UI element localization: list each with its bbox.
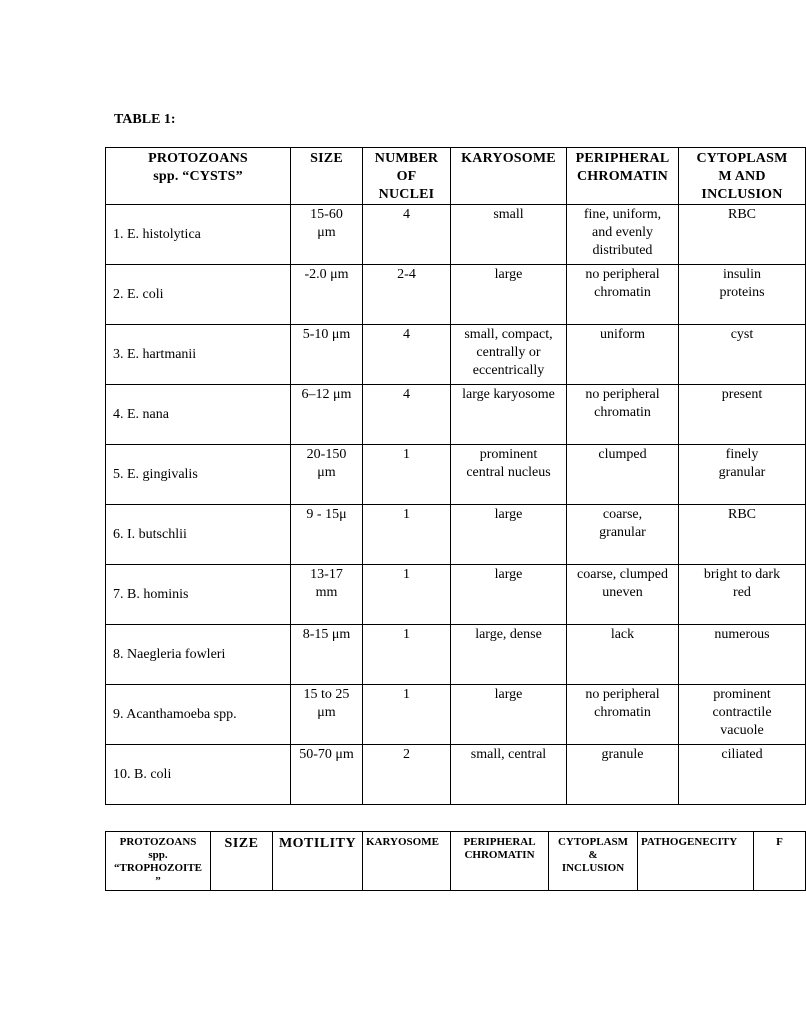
cysts-column-header: NUMBER OF NUCLEI	[363, 148, 451, 205]
cysts-table	[105, 147, 806, 805]
table-cell: bright to dark red	[679, 565, 806, 625]
table-cell: large	[451, 685, 567, 745]
table-cell: small, compact, centrally or eccentrically	[451, 325, 567, 385]
table-cell: large	[451, 265, 567, 325]
species-name-cell: 2. E. coli	[106, 265, 291, 325]
table-row	[106, 205, 806, 265]
table-cell: 5-10 μm	[291, 325, 363, 385]
table-cell: 4	[363, 385, 451, 445]
table-cell: large, dense	[451, 625, 567, 685]
table-cell: 1	[363, 565, 451, 625]
trophozoite-column-header: KARYOSOME	[363, 832, 451, 891]
table-row	[106, 505, 806, 565]
table-cell: 20-150 μm	[291, 445, 363, 505]
table-caption: TABLE 1:	[114, 112, 176, 127]
cysts-header-row	[106, 148, 806, 205]
table-cell: large	[451, 505, 567, 565]
table-row	[106, 745, 806, 805]
trophozoite-column-header: SIZE	[211, 832, 273, 891]
table-cell: -2.0 μm	[291, 265, 363, 325]
table-cell: uniform	[567, 325, 679, 385]
table-cell: 1	[363, 505, 451, 565]
table-cell: RBC	[679, 205, 806, 265]
species-name-cell: 10. B. coli	[106, 745, 291, 805]
table-cell: prominent contractile vacuole	[679, 685, 806, 745]
table-cell: present	[679, 385, 806, 445]
trophozoite-header-row	[106, 832, 806, 891]
table-cell: lack	[567, 625, 679, 685]
trophozoite-column-header: MOTILITY	[273, 832, 363, 891]
table-cell: 9 - 15μ	[291, 505, 363, 565]
table-cell: 4	[363, 205, 451, 265]
trophozoite-table	[105, 831, 806, 891]
trophozoite-column-header: CYTOPLASM & INCLUSION	[549, 832, 638, 891]
trophozoite-column-header: PATHOGENECITY	[638, 832, 754, 891]
table-cell: ciliated	[679, 745, 806, 805]
table-cell: no peripheral chromatin	[567, 685, 679, 745]
species-name-cell: 8. Naegleria fowleri	[106, 625, 291, 685]
species-name-cell: 9. Acanthamoeba spp.	[106, 685, 291, 745]
trophozoite-column-header: PERIPHERAL CHROMATIN	[451, 832, 549, 891]
species-name-cell: 5. E. gingivalis	[106, 445, 291, 505]
table-cell: insulin proteins	[679, 265, 806, 325]
trophozoite-column-header: F	[754, 832, 806, 891]
table-row	[106, 565, 806, 625]
species-name-cell: 3. E. hartmanii	[106, 325, 291, 385]
table-cell: finely granular	[679, 445, 806, 505]
table-cell: 15-60 μm	[291, 205, 363, 265]
table-cell: 6–12 μm	[291, 385, 363, 445]
cysts-column-header: CYTOPLASM M AND INCLUSION	[679, 148, 806, 205]
table-cell: 1	[363, 685, 451, 745]
cysts-table-body	[106, 205, 806, 805]
table-row	[106, 445, 806, 505]
species-name-cell: 4. E. nana	[106, 385, 291, 445]
table-cell: cyst	[679, 325, 806, 385]
table-cell: small, central	[451, 745, 567, 805]
table-row	[106, 625, 806, 685]
table-cell: 2-4	[363, 265, 451, 325]
table-cell: granule	[567, 745, 679, 805]
table-cell: numerous	[679, 625, 806, 685]
table-cell: 2	[363, 745, 451, 805]
table-cell: coarse, granular	[567, 505, 679, 565]
table-cell: 4	[363, 325, 451, 385]
cysts-column-header: SIZE	[291, 148, 363, 205]
table-row	[106, 385, 806, 445]
species-name-cell: 6. I. butschlii	[106, 505, 291, 565]
table-cell: 1	[363, 625, 451, 685]
table-cell: large	[451, 565, 567, 625]
cysts-column-header: PERIPHERAL CHROMATIN	[567, 148, 679, 205]
table-cell: 1	[363, 445, 451, 505]
trophozoite-column-header: PROTOZOANS spp. “TROPHOZOITE ”	[106, 832, 211, 891]
table-row	[106, 325, 806, 385]
table-cell: clumped	[567, 445, 679, 505]
species-name-cell: 7. B. hominis	[106, 565, 291, 625]
table-cell: RBC	[679, 505, 806, 565]
table-cell: 8-15 μm	[291, 625, 363, 685]
species-name-cell: 1. E. histolytica	[106, 205, 291, 265]
table-cell: prominent central nucleus	[451, 445, 567, 505]
table-row	[106, 685, 806, 745]
table-cell: 13-17 mm	[291, 565, 363, 625]
table-cell: coarse, clumped uneven	[567, 565, 679, 625]
table-row	[106, 265, 806, 325]
table-cell: small	[451, 205, 567, 265]
table-cell: large karyosome	[451, 385, 567, 445]
table-cell: no peripheral chromatin	[567, 385, 679, 445]
table-cell: fine, uniform, and evenly distributed	[567, 205, 679, 265]
cysts-column-header: KARYOSOME	[451, 148, 567, 205]
cysts-column-header: PROTOZOANS spp. “CYSTS”	[106, 148, 291, 205]
table-cell: 50-70 μm	[291, 745, 363, 805]
table-cell: no peripheral chromatin	[567, 265, 679, 325]
table-cell: 15 to 25 μm	[291, 685, 363, 745]
